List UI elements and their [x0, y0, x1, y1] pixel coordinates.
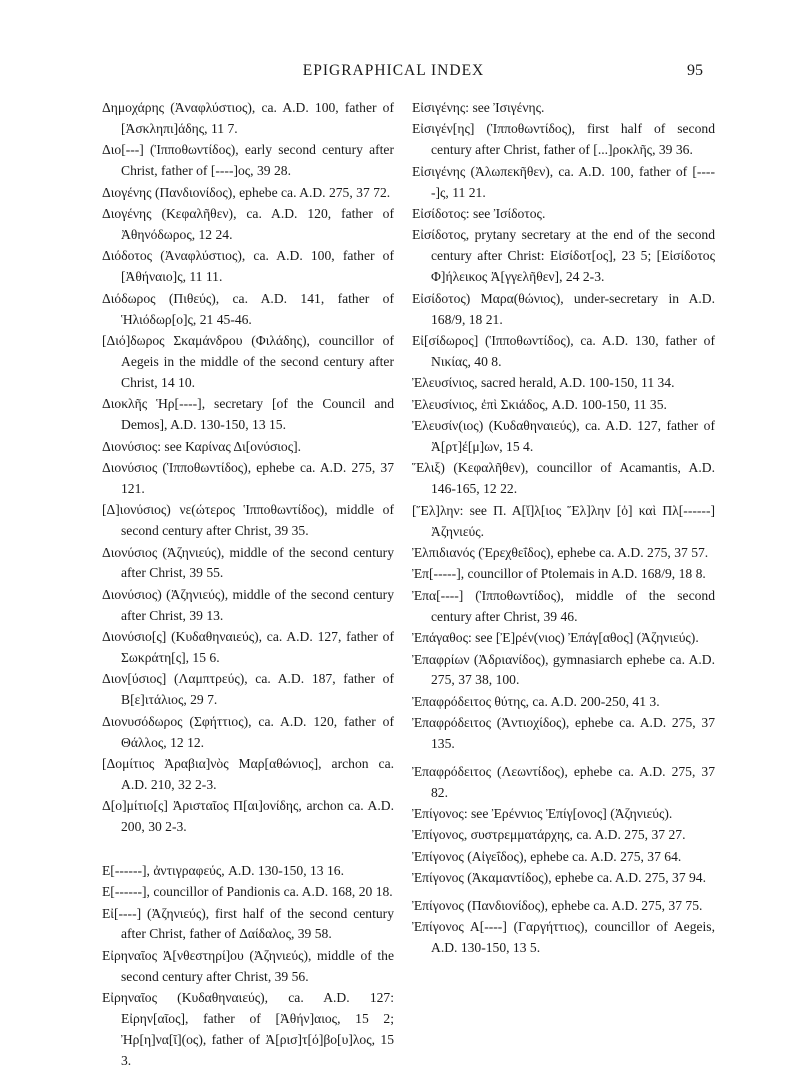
index-entry: Διόδωρος (Πιθεύς), ca. A.D. 141, father of Ἡλιόδωρ[ο]ς, 21 45-46.	[102, 290, 394, 327]
index-entry: [Δομίτιος Ἀραβια]νὸς Μαρ[αθώνιος], archon ca. A.D. 210, 32 2-3.	[102, 756, 394, 792]
index-entry: Διονύσιος: see Καρίνας Δι[ονύσιος].	[102, 438, 302, 454]
index-entry: Εἰσίδοτος, prytany secretary at the end of the second century after Christ: Εἰσίδοτ[ος], 23 5; [Εἰσίδοτος Φ]ήλεικος Ἀ[γγελῆθεν], 24 2-3.	[412, 227, 715, 285]
index-entry: [Διό]δωρος Σκαμάνδρου (Φιλάδης), councillor of Aegeis in the middle of the second century after Christ, 14 10.	[102, 332, 394, 390]
index-entry: Διονυσόδωρος (Σφήττιος), ca. A.D. 120, father of Θάλλος, 12 12.	[102, 713, 394, 750]
index-entry: Δημοχάρης (Ἀναφλύστιος), ca. A.D. 100, father of [Ἀσκληπι]άδης, 11 7.	[102, 100, 394, 136]
section-gap	[102, 839, 394, 861]
index-entry: Ἐπ[-----], councillor of Ptolemais in A.D. 168/9, 18 8.	[412, 566, 706, 582]
index-entry: Ἐπαφρόδειτος θύτης, ca. A.D. 200-250, 41 3.	[412, 693, 660, 709]
index-entry: Ἐπίγονος (Αἰγεΐδος), ephebe ca. A.D. 275, 37 64.	[412, 848, 682, 864]
index-entry: Διογένης (Κεφαλῆθεν), ca. A.D. 120, father of Ἀθηνόδωρος, 12 24.	[102, 206, 394, 242]
index-entry: Ἐπαφρόδειτος (Ἀντιοχίδος), ephebe ca. A.D. 275, 37 135.	[412, 715, 715, 752]
index-entry: Εἰσιγένης (Ἀλωπεκῆθεν), ca. A.D. 100, father of [-----]ς, 11 21.	[412, 163, 715, 200]
index-entry: Διον[ύσιος] (Λαμπτρεύς), ca. A.D. 187, father of Β[ε]ιτάλιος, 29 7.	[102, 671, 394, 708]
index-entry: Εἰρηναῖος (Κυδαθηναιεύς), ca. A.D. 127: Εἰρην[αῖος], father of [Ἀθήν]αιος, 15 2; Ἠρ[η]να[ῖ](ος), father of Ἀ[ρισ]τ[ό]βο[υ]λος, 15 3.	[102, 990, 394, 1068]
index-entry: Ἐλπιδιανός (Ἐρεχθεΐδος), ephebe ca. A.D. 275, 37 57.	[412, 545, 709, 561]
index-entry: Ἐπίγονος Α[----] (Γαργήττιος), councillor of Aegeis, A.D. 130-150, 13 5.	[412, 918, 715, 955]
index-entry: Εἰσιγέν[ης] (Ἱπποθωντίδος), first half of second century after Christ, father of [...]ροκλῆς, 39 36.	[412, 121, 715, 158]
index-entry: [Ἕλ]λην: see Π. Α[ἴ]λ[ιος Ἕλ]λην [ὁ] καὶ Πλ[------] Ἀζηνιεύς.	[412, 502, 715, 539]
index-entry: Εἰσιγένης: see Ἰσιγένης.	[412, 100, 545, 115]
index-entry: [Δ]ιονύσιος) νε(ώτερος Ἱπποθωντίδος), middle of second century after Christ, 39 35.	[102, 502, 394, 539]
running-title: EPIGRAPHICAL INDEX	[302, 62, 485, 79]
index-entry: Εἰσίδοτος) Μαρα(θώνιος), under-secretary in A.D. 168/9, 18 21.	[412, 290, 715, 327]
index-entry: Διογένης (Πανδιονίδος), ephebe ca. A.D. 275, 37 72.	[102, 184, 391, 200]
index-entry: Διοκλῆς Ἡρ[----], secretary [of the Council and Demos], A.D. 130-150, 13 15.	[102, 396, 394, 433]
index-entry: Διονύσιος (Ἀζηνιεύς), middle of the second century after Christ, 39 55.	[102, 544, 394, 581]
index-entry: Ἕλιξ) (Κεφαλῆθεν), councillor of Acamantis, A.D. 146-165, 12 22.	[412, 460, 715, 497]
index-entry: Εἰρηναῖος Ἀ[νθεστηρί]ου (Ἀζηνιεύς), middle of the second century after Christ, 39 56.	[102, 947, 394, 984]
index-entry: Ἐλευσίνιος, sacred herald, A.D. 100-150, 11 34.	[412, 375, 675, 391]
index-entry: Διο[---] (Ἱπποθωντίδος), early second century after Christ, father of [----]ος, 39 28.	[102, 142, 394, 179]
index-entry: Ἐπίγονος: see Ἐρέννιος Ἐπίγ[ονος] (Ἀζηνιεύς).	[412, 805, 673, 821]
index-entry: Ἐπάγαθος: see [Ἐ]ρέν(νιος) Ἐπάγ[αθος] (Ἀζηνιεύς).	[412, 630, 699, 646]
index-entry: Δ[ο]μίτιο[ς] Ἀρισταῖος Π[αι]ονίδης, archon ca. A.D. 200, 30 2-3.	[102, 798, 394, 835]
index-entry: Εἰσίδοτος: see Ἰσίδοτος.	[412, 206, 546, 222]
index-entry: Ἐπίγονος (Πανδιονίδος), ephebe ca. A.D. 275, 37 75.	[412, 897, 703, 913]
index-entry: Ε[------], councillor of Pandionis ca. A.D. 168, 20 18.	[102, 884, 393, 900]
index-entry: Ε[------], ἀντιγραφεύς, A.D. 130-150, 13 16.	[102, 862, 344, 878]
index-entry: Εἰ[σίδωρος] (Ἱπποθωντίδος), ca. A.D. 130, father of Νικίας, 40 8.	[412, 332, 715, 369]
index-entry: Ἐλευσίνιος, ἐπὶ Σκιάδος, A.D. 100-150, 11 35.	[412, 396, 667, 412]
index-entry: Ἐπίγονος, συστρεμματάρχης, ca. A.D. 275, 37 27.	[412, 827, 686, 843]
index-entry: Διονύσιος (Ἱπποθωντίδος), ephebe ca. A.D. 275, 37 121.	[102, 459, 394, 496]
index-entry: Ἐπα[----] (Ἱπποθωντίδος), middle of the second century after Christ, 39 46.	[412, 587, 715, 624]
index-entry: Ἐπαφρίων (Ἀδριανίδος), gymnasiarch ephebe ca. A.D. 275, 37 38, 100.	[412, 651, 715, 688]
page-number: 95	[687, 62, 703, 79]
index-entry: Ἐπίγονος (Ἀκαμαντίδος), ephebe ca. A.D. 275, 37 94.	[412, 870, 707, 886]
index-entry: Διονύσιο[ς] (Κυδαθηναιεύς), ca. A.D. 127, father of Σωκράτη[ς], 15 6.	[102, 629, 394, 666]
index-entry: Ἐπαφρόδειτος (Λεωντίδος), ephebe ca. A.D. 275, 37 82.	[412, 763, 715, 800]
index-entry: Εἰ[----] (Ἀζηνιεύς), first half of the second century after Christ, father of Δαίδαλος, 39 58.	[102, 905, 394, 942]
index-entry: Διόδοτος (Ἀναφλύστιος), ca. A.D. 100, father of [Ἀθήναιο]ς, 11 11.	[102, 248, 394, 285]
running-header	[0, 62, 787, 86]
left-column	[102, 98, 394, 1072]
index-entry: Ἐλευσίν(ιος) (Κυδαθηναιεύς), ca. A.D. 127, father of Ἀ[ρτ]έ[μ]ων, 15 4.	[412, 418, 715, 454]
right-column	[412, 98, 715, 959]
index-entry: Διονύσιος) (Ἀζηνιεύς), middle of the second century after Christ, 39 13.	[102, 586, 394, 623]
